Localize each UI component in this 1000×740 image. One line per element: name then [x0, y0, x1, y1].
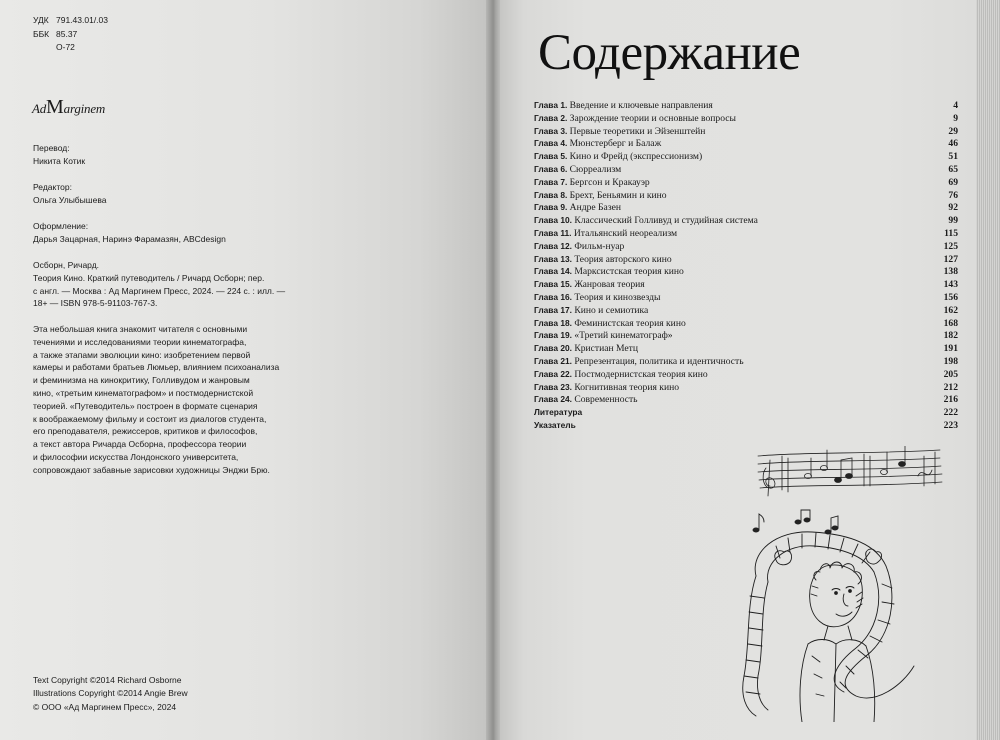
translation-label: Перевод: — [33, 143, 70, 153]
toc-chapter-title: Введение и ключевые направления — [569, 100, 713, 111]
bibliographic-record — [33, 259, 285, 310]
editor-value: Ольга Улыбышева — [33, 194, 107, 205]
toc-chapter-title: Зарождение теории и основные вопросы — [569, 112, 736, 124]
toc-chapter-title: Марксистская теория кино — [574, 266, 684, 278]
toc-entry — [534, 150, 958, 163]
toc-page-number: 222 — [943, 407, 958, 419]
toc-page-number: 125 — [943, 240, 958, 252]
toc-chapter-title: Теория авторского кино — [574, 253, 672, 265]
toc-chapter-label: Глава 2. — [534, 112, 570, 123]
toc-chapter-label: Глава 6. — [534, 163, 570, 174]
toc-chapter-label: Глава 19. — [534, 330, 575, 341]
copyright-line: © ООО «Ад Маргинем Пресс», 2024 — [33, 701, 177, 712]
toc-chapter-label: Глава 18. — [534, 317, 575, 328]
toc-chapter-label: Глава 15. — [534, 279, 575, 290]
toc-chapter-title: Кристиан Метц — [574, 343, 639, 355]
toc-page-number: 191 — [943, 343, 958, 355]
design-label: Оформление: — [33, 221, 89, 231]
annotation-line: сопровождают забавные зарисовки художницы Энджи Брю. — [33, 464, 270, 475]
contents-title: Содержание — [538, 25, 801, 81]
toc-chapter-title: Мюнстерберг и Балаж — [569, 138, 662, 150]
toc-entry — [534, 329, 958, 342]
toc-chapter-label: Глава 10. — [534, 215, 575, 226]
toc-page-number: 212 — [943, 381, 958, 393]
translation-value: Никита Котик — [33, 155, 86, 166]
toc-entry — [534, 406, 958, 419]
toc-page-number: 99 — [948, 215, 958, 227]
toc-chapter-title: Кино и семиотика — [574, 304, 649, 316]
toc-page-number: 29 — [948, 125, 958, 137]
toc-chapter-label: Глава 23. — [534, 381, 575, 392]
toc-entry — [534, 278, 958, 291]
toc-page-number: 216 — [943, 394, 958, 406]
toc-page-number: 65 — [948, 163, 958, 175]
toc-chapter-label: Глава 20. — [534, 343, 575, 354]
copyright-line: Illustrations Copyright ©2014 Angie Brew — [33, 688, 188, 699]
toc-chapter-label: Указатель — [534, 419, 576, 430]
toc-chapter-title: Первые теоретики и Эйзенштейн — [569, 125, 706, 137]
biblio-line: с англ. — Москва : Ад Маргинем Пресс, 2024. — 224 с. : илл. — — [33, 285, 286, 296]
film-strip-man-sketch — [716, 526, 932, 722]
editor-label: Редактор: — [33, 182, 72, 192]
toc-chapter-title: Теория и кинозвезды — [574, 291, 661, 303]
toc-page-number: 76 — [948, 189, 958, 201]
toc-page-number: 223 — [943, 419, 958, 431]
udk-block — [33, 14, 108, 55]
toc-entry — [534, 342, 958, 355]
toc-entry — [534, 163, 958, 176]
table-of-contents — [534, 99, 958, 432]
toc-entry — [534, 99, 958, 112]
toc-page-number: 115 — [944, 227, 958, 239]
toc-entry — [534, 265, 958, 278]
toc-page-number: 162 — [943, 304, 958, 316]
toc-entry — [534, 227, 958, 240]
biblio-line: Теория Кино. Краткий путеводитель / Ричард Осборн; пер. — [33, 272, 265, 283]
toc-page-number: 9 — [953, 112, 958, 124]
toc-chapter-label: Глава 9. — [534, 202, 570, 213]
toc-chapter-title: Брехт, Беньямин и кино — [569, 189, 667, 201]
toc-entry — [534, 317, 958, 330]
author-mark-value: О-72 — [56, 42, 75, 52]
toc-page-number: 205 — [943, 368, 958, 380]
biblio-line: 18+ — ISBN 978-5-91103-767-3. — [33, 298, 158, 309]
toc-entry — [534, 112, 958, 125]
biblio-line: Осборн, Ричард. — [33, 260, 100, 270]
toc-page-number: 4 — [953, 100, 958, 111]
annotation-line: кино, «третьим кинематографом» и постмодернистской — [33, 387, 254, 398]
toc-entry — [534, 201, 958, 214]
toc-chapter-label: Глава 7. — [534, 176, 570, 187]
toc-chapter-title: Сюрреализм — [569, 163, 622, 175]
toc-chapter-title: Когнитивная теория кино — [574, 381, 680, 393]
annotation-line: теорией. «Путеводитель» построен в формате сценария — [33, 400, 258, 411]
copyright-line: Text Copyright ©2014 Richard Osborne — [33, 675, 182, 685]
toc-chapter-label: Глава 8. — [534, 189, 570, 200]
left-page — [0, 0, 492, 740]
toc-chapter-label: Глава 14. — [534, 266, 575, 277]
annotation-line: течениями и исследованиями теории кинематографа, — [33, 336, 247, 347]
author-mark-key — [33, 41, 56, 55]
toc-page-number: 168 — [943, 317, 958, 329]
toc-chapter-label: Глава 22. — [534, 368, 575, 379]
toc-page-number: 198 — [943, 355, 958, 367]
annotation-line: и феминизма на кинокритику, Голливудом и жанровым — [33, 375, 250, 386]
toc-entry — [534, 253, 958, 266]
toc-entry — [534, 355, 958, 368]
toc-entry — [534, 214, 958, 227]
toc-chapter-label: Глава 17. — [534, 304, 575, 315]
toc-page-number: 46 — [948, 138, 958, 150]
toc-chapter-title: Классический Голливуд и студийная система — [574, 215, 758, 227]
toc-chapter-label: Глава 5. — [534, 151, 570, 162]
toc-entry — [534, 189, 958, 202]
copyright-block — [33, 674, 188, 714]
annotation-line: камеры и работами братьев Люмьер, влиянием психоанализа — [33, 362, 280, 373]
page-edges — [976, 0, 1000, 740]
toc-entry — [534, 125, 958, 138]
annotation-line: Эта небольшая книга знакомит читателя с основными — [33, 324, 248, 334]
toc-chapter-label: Глава 12. — [534, 240, 575, 251]
annotation-line: а также этапами эволюции кино: изобретением первой — [33, 349, 251, 360]
annotation-line: и философии искусства Лондонского университета, — [33, 451, 239, 462]
toc-chapter-label: Глава 1. — [534, 100, 570, 110]
toc-chapter-title: Андре Базен — [569, 202, 622, 214]
toc-page-number: 156 — [943, 291, 958, 303]
toc-chapter-title: Бергсон и Кракауэр — [569, 176, 650, 188]
translation-block — [33, 142, 85, 168]
toc-entry — [534, 304, 958, 317]
annotation-line: его преподавателя, режиссеров, критиков и философов, — [33, 426, 258, 437]
toc-chapter-title: Репрезентация, политика и идентичность — [574, 355, 744, 367]
toc-chapter-title: Кино и Фрейд (экспрессионизм) — [569, 151, 703, 163]
toc-page-number: 143 — [943, 279, 958, 291]
udk-value: 791.43.01/.03 — [56, 15, 108, 25]
toc-chapter-label: Глава 4. — [534, 138, 570, 149]
bbk-row — [33, 28, 108, 42]
toc-chapter-label: Глава 3. — [534, 125, 570, 136]
annotation-line: а текст автора Ричарда Осборна, профессора теории — [33, 439, 247, 450]
toc-page-number: 138 — [943, 266, 958, 278]
bbk-key: ББК — [33, 28, 50, 39]
toc-chapter-title: Постмодернистская теория кино — [574, 368, 708, 380]
toc-chapter-title: «Третий кинематограф» — [574, 330, 673, 342]
design-block — [33, 220, 226, 246]
toc-chapter-label: Глава 13. — [534, 253, 575, 264]
publisher-logo — [32, 96, 105, 119]
author-mark-row — [33, 41, 108, 55]
udk-row — [33, 14, 108, 28]
toc-page-number: 51 — [948, 151, 958, 163]
toc-chapter-label: Глава 24. — [534, 394, 575, 405]
toc-entry — [534, 291, 958, 304]
toc-page-number: 182 — [943, 330, 958, 342]
toc-chapter-label: Глава 21. — [534, 355, 575, 366]
toc-chapter-title: Феминистская теория кино — [574, 317, 686, 329]
toc-chapter-title: Современность — [574, 394, 638, 406]
logo-part-ad: Ad — [32, 101, 47, 116]
toc-entry — [534, 381, 958, 394]
logo-part-arginem: arginem — [63, 101, 106, 116]
logo-part-m: M — [46, 96, 64, 118]
bbk-value: 85.37 — [56, 28, 78, 39]
toc-chapter-title: Фильм-нуар — [574, 240, 625, 252]
toc-chapter-label: Глава 16. — [534, 291, 575, 302]
editor-block — [33, 181, 106, 207]
toc-page-number: 69 — [948, 176, 958, 188]
toc-chapter-title: Итальянский неореализм — [573, 227, 678, 239]
toc-chapter-label: Глава 11. — [534, 227, 574, 238]
toc-chapter-label: Литература — [534, 407, 583, 418]
music-staff-sketch — [752, 446, 946, 506]
toc-entry — [534, 393, 958, 406]
toc-entry — [534, 240, 958, 253]
toc-entry — [534, 137, 958, 150]
design-value: Дарья Зацарная, Наринэ Фарамазян, ABCdesign — [33, 233, 226, 244]
toc-page-number: 92 — [948, 202, 958, 214]
toc-entry — [534, 419, 958, 432]
toc-entry — [534, 176, 958, 189]
toc-entry — [534, 368, 958, 381]
annotation-text — [33, 323, 279, 477]
toc-page-number: 127 — [943, 253, 958, 265]
toc-chapter-title: Жанровая теория — [574, 279, 645, 291]
udk-key: УДК — [33, 15, 49, 25]
annotation-line: к воображаемому фильму и состоит из диалогов студента, — [33, 413, 267, 424]
